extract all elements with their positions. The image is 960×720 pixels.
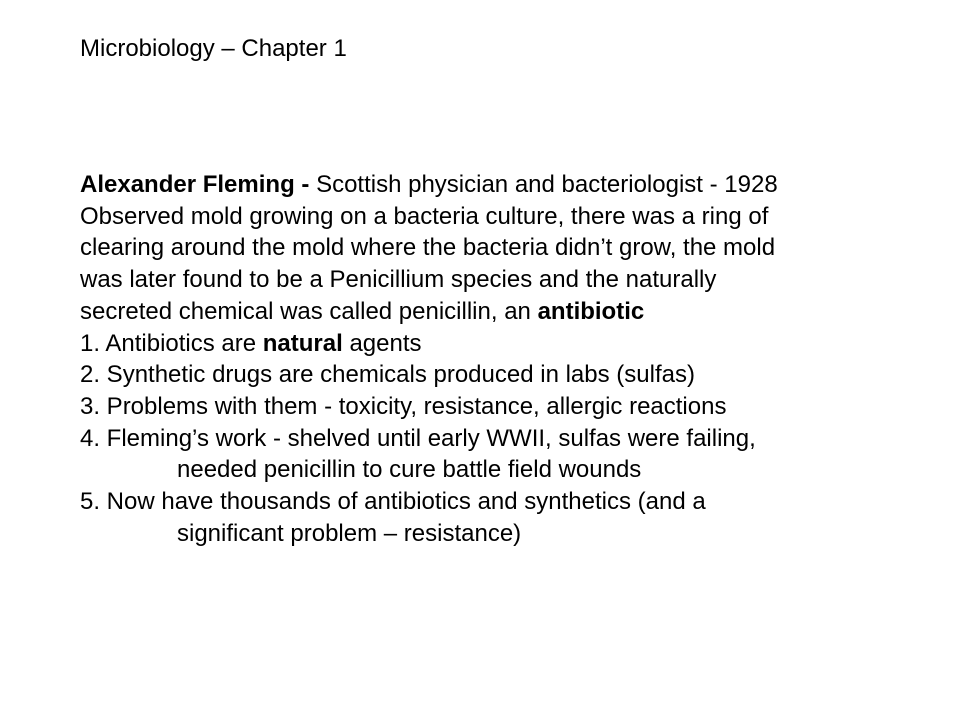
point-2: 2. Synthetic drugs are chemicals produced in labs (sulfas) bbox=[80, 361, 695, 389]
intro-line-2: Observed mold growing on a bacteria culture, there was a ring of bbox=[80, 202, 769, 230]
point-3: 3. Problems with them - toxicity, resistance, allergic reactions bbox=[80, 392, 727, 420]
intro-line-1 bbox=[80, 169, 940, 201]
point-1-text-end: agents bbox=[342, 329, 422, 357]
fleming-description: Scottish physician and bacteriologist - 1928 bbox=[316, 171, 778, 198]
point-5-line-1: 5. Now have thousands of antibiotics and synthetics (and a bbox=[80, 488, 706, 516]
intro-line-3: clearing around the mold where the bacteria didn’t grow, the mold bbox=[80, 234, 776, 262]
slide-body bbox=[80, 169, 940, 549]
point-4-line-1: 4. Fleming’s work - shelved until early WWII, sulfas were failing, bbox=[80, 424, 756, 452]
point-1 bbox=[80, 328, 940, 360]
intro-line-5-text: secreted chemical was called penicillin, an bbox=[80, 297, 538, 325]
point-5-line-2: significant problem – resistance) bbox=[177, 519, 522, 547]
intro-line-5 bbox=[80, 296, 940, 328]
point-4-line-2: needed penicillin to cure battle field wounds bbox=[177, 456, 642, 484]
slide-title: Microbiology – Chapter 1 bbox=[80, 35, 347, 62]
point-1-text-start: 1. Antibiotics are bbox=[80, 329, 263, 357]
natural-term: natural bbox=[262, 329, 343, 357]
antibiotic-term: antibiotic bbox=[537, 297, 645, 325]
intro-line-4: was later found to be a Penicillium species and the naturally bbox=[80, 266, 717, 294]
fleming-name: Alexander Fleming - bbox=[80, 171, 317, 198]
